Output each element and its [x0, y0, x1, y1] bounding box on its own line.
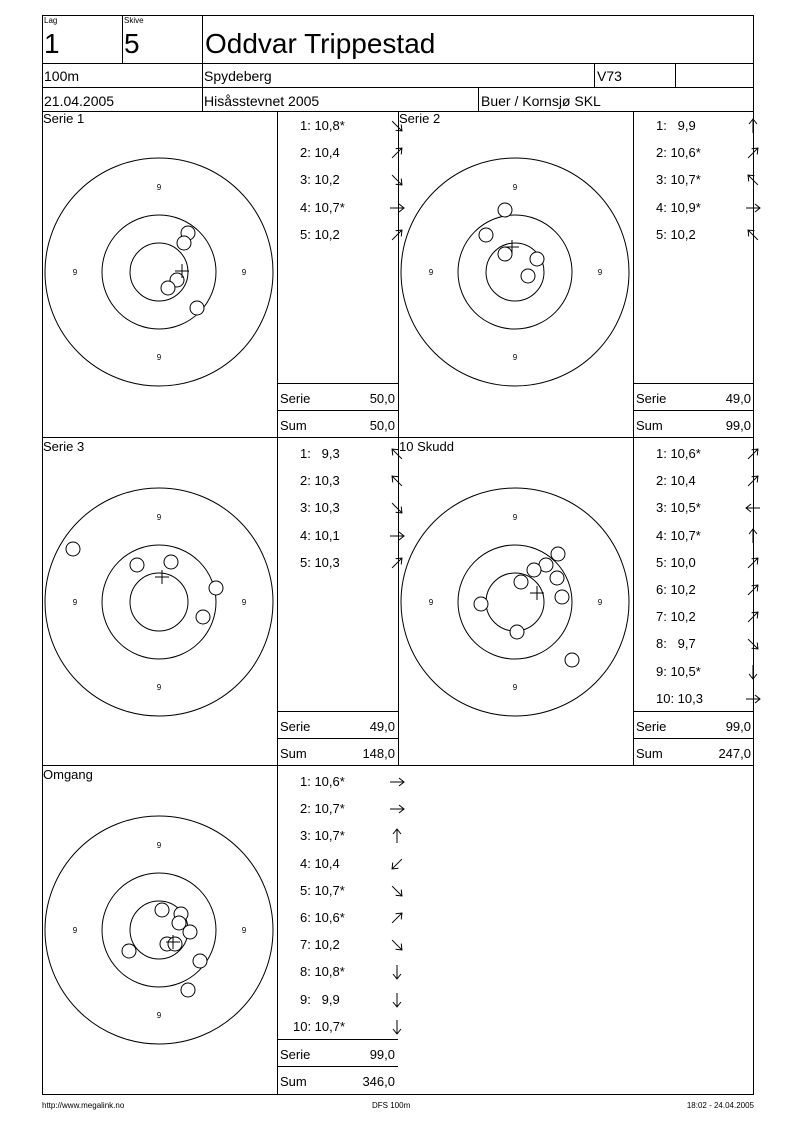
ring-label: 9 — [241, 268, 247, 277]
shot-score: 8: 10,8* — [300, 964, 345, 980]
direction-arrow-icon — [744, 608, 762, 626]
shot-hole — [177, 236, 191, 250]
sum-value: 148,0 — [362, 746, 395, 761]
shot-score: 4: 10,7* — [300, 199, 345, 215]
ring-label: 9 — [428, 268, 434, 277]
shot-score: 1: 10,8* — [300, 118, 345, 133]
shot-hole — [565, 653, 579, 667]
target-omgang — [44, 815, 274, 1045]
shot-score: 5: 10,2 — [300, 226, 340, 242]
target-rings — [401, 488, 629, 716]
shot-hole — [190, 301, 204, 315]
shot-hole — [550, 571, 564, 585]
direction-arrow-icon — [744, 445, 762, 463]
shot-score: 4: 10,7* — [656, 527, 701, 543]
shot-hole — [510, 625, 524, 639]
direction-arrow-icon — [744, 663, 762, 681]
direction-arrow-icon — [388, 909, 406, 927]
shot-hole — [514, 575, 528, 589]
shot-score: 1: 9,3 — [300, 446, 340, 461]
sum-label: Sum — [280, 746, 307, 761]
direction-arrow-icon — [744, 226, 762, 244]
target-10-skudd — [400, 487, 630, 717]
shot-score: 2: 10,6* — [656, 145, 701, 161]
serie-value: 50,0 — [369, 391, 395, 406]
sum-label: Sum — [636, 746, 663, 761]
target-rings — [45, 816, 273, 1044]
ring-label: 9 — [72, 926, 78, 935]
sum-value: 247,0 — [718, 746, 751, 761]
ring-label: 9 — [512, 683, 518, 692]
shot-score: 3: 10,2 — [300, 172, 340, 188]
shot-score: 1: 10,6* — [656, 446, 701, 461]
ring-label: 9 — [156, 513, 162, 522]
direction-arrow-icon — [388, 963, 406, 981]
direction-arrow-icon — [744, 472, 762, 490]
direction-arrow-icon — [744, 171, 762, 189]
shot-score: 4: 10,9* — [656, 199, 701, 215]
shot-score: 1: 10,6* — [300, 774, 345, 789]
ring-label: 9 — [512, 353, 518, 362]
shot-score: 3: 10,3 — [300, 500, 340, 516]
shooter-class: V73 — [597, 68, 622, 84]
shooter-name: Oddvar Trippestad — [205, 28, 436, 59]
group-center-cross — [155, 570, 169, 584]
shot-hole — [527, 563, 541, 577]
shot-hole — [555, 590, 569, 604]
ring-label: 9 — [72, 268, 78, 277]
direction-arrow-icon — [744, 117, 762, 135]
shot-hole — [181, 983, 195, 997]
target-serie-1 — [44, 157, 274, 387]
ring-label: 9 — [512, 513, 518, 522]
target-rings — [401, 158, 629, 386]
target-ring — [102, 873, 216, 987]
target-hits — [474, 547, 579, 667]
shot-hole — [193, 954, 207, 968]
ring-label: 9 — [241, 598, 247, 607]
shot-hole — [130, 558, 144, 572]
direction-arrow-icon — [388, 1018, 406, 1036]
skive-value: 5 — [124, 28, 140, 59]
shot-hole — [196, 610, 210, 624]
serie-value: 99,0 — [725, 719, 751, 734]
footer-timestamp: 18:02 - 24.04.2005 — [686, 1101, 754, 1110]
shot-score: 8: 9,7 — [656, 636, 696, 652]
shot-score: 5: 10,7* — [300, 882, 345, 898]
event-date: 21.04.2005 — [44, 93, 115, 109]
serie-value: 49,0 — [369, 719, 395, 734]
serie-label: Serie — [280, 1047, 311, 1062]
target-hits — [66, 542, 223, 624]
shot-hole — [122, 944, 136, 958]
shot-score: 1: 9,9 — [656, 118, 696, 133]
target-hits — [122, 903, 207, 997]
footer-range: DFS 100m — [372, 1101, 411, 1110]
shot-score: 6: 10,2 — [656, 582, 696, 597]
panel-title-10-skudd: 10 Skudd — [399, 439, 454, 454]
direction-arrow-icon — [744, 554, 762, 572]
shot-hole — [498, 203, 512, 217]
target-ring — [130, 573, 188, 631]
direction-arrow-icon — [744, 144, 762, 162]
sum-value: 99,0 — [725, 418, 751, 433]
direction-arrow-icon — [744, 581, 762, 599]
club-name: Buer / Kornsjø SKL — [481, 93, 601, 109]
ring-label: 9 — [156, 183, 162, 192]
distance: 100m — [44, 68, 80, 84]
shot-score: 2: 10,7* — [300, 801, 345, 817]
target-ring — [45, 816, 273, 1044]
target-rings — [45, 158, 273, 386]
target-ring — [102, 545, 216, 659]
target-serie-3 — [44, 487, 274, 717]
shot-hole — [66, 542, 80, 556]
shot-score: 7: 10,2 — [300, 937, 340, 953]
shot-score: 4: 10,1 — [300, 527, 340, 543]
event-name: Hisåsstevnet 2005 — [204, 93, 320, 109]
lag-label: Lag — [44, 16, 58, 25]
direction-arrow-icon — [744, 527, 762, 545]
shot-score: 9: 9,9 — [300, 991, 340, 1007]
shot-hole — [209, 581, 223, 595]
group-center-cross — [530, 586, 544, 600]
shot-score: 5: 10,3 — [300, 554, 340, 570]
sum-label: Sum — [636, 418, 663, 433]
direction-arrow-icon — [388, 800, 406, 818]
shot-score: 6: 10,6* — [300, 910, 345, 925]
target-ring — [401, 158, 629, 386]
lag-value: 1 — [44, 28, 60, 59]
target-serie-2 — [400, 157, 630, 387]
shot-hole — [164, 555, 178, 569]
shot-score: 3: 10,5* — [656, 500, 701, 516]
shot-hole — [521, 269, 535, 283]
shot-score: 2: 10,4 — [300, 145, 340, 161]
shot-hole — [161, 281, 175, 295]
shot-hole — [183, 925, 197, 939]
serie-label: Serie — [280, 719, 311, 734]
shot-hole — [498, 247, 512, 261]
shot-hole — [155, 903, 169, 917]
sum-label: Sum — [280, 1074, 307, 1089]
sum-label: Sum — [280, 418, 307, 433]
direction-arrow-icon — [744, 199, 762, 217]
skive-label: Skive — [124, 16, 144, 25]
shot-score: 3: 10,7* — [300, 828, 345, 844]
direction-arrow-icon — [388, 827, 406, 845]
panel-title-serie-1: Serie 1 — [43, 111, 85, 126]
panel-title-serie-3: Serie 3 — [43, 439, 85, 454]
ring-label: 9 — [156, 683, 162, 692]
target-ring — [45, 488, 273, 716]
shot-hole — [168, 937, 182, 951]
shot-hole — [530, 252, 544, 266]
ring-label: 9 — [156, 353, 162, 362]
shot-score: 10: 10,3 — [656, 690, 703, 706]
ring-label: 9 — [241, 926, 247, 935]
direction-arrow-icon — [388, 882, 406, 900]
target-ring — [458, 215, 572, 329]
shot-score: 7: 10,2 — [656, 609, 696, 625]
shot-score: 5: 10,2 — [656, 226, 696, 242]
shot-score: 2: 10,3 — [300, 473, 340, 489]
shot-score: 5: 10,0 — [656, 554, 696, 570]
panel-title-omgang: Omgang — [43, 767, 93, 782]
direction-arrow-icon — [388, 773, 406, 791]
ring-label: 9 — [597, 598, 603, 607]
serie-value: 99,0 — [369, 1047, 395, 1062]
shot-hole — [551, 547, 565, 561]
ring-label: 9 — [512, 183, 518, 192]
target-ring — [45, 158, 273, 386]
target-ring — [130, 243, 188, 301]
direction-arrow-icon — [744, 690, 762, 708]
sum-value: 346,0 — [362, 1074, 395, 1089]
ring-label: 9 — [72, 598, 78, 607]
panel-title-serie-2: Serie 2 — [399, 111, 441, 126]
direction-arrow-icon — [388, 936, 406, 954]
shot-hole — [474, 597, 488, 611]
shot-score: 3: 10,7* — [656, 172, 701, 188]
target-ring — [401, 488, 629, 716]
shot-score: 9: 10,5* — [656, 663, 701, 679]
target-rings — [45, 488, 273, 716]
direction-arrow-icon — [388, 991, 406, 1009]
shot-score: 4: 10,4 — [300, 855, 340, 871]
sum-value: 50,0 — [369, 418, 395, 433]
serie-label: Serie — [280, 391, 311, 406]
ring-label: 9 — [156, 841, 162, 850]
footer-url[interactable]: http://www.megalink.no — [42, 1101, 125, 1110]
shot-hole — [479, 228, 493, 242]
serie-value: 49,0 — [725, 391, 751, 406]
shot-score: 10: 10,7* — [293, 1018, 346, 1034]
ring-label: 9 — [597, 268, 603, 277]
serie-label: Serie — [636, 391, 667, 406]
serie-label: Serie — [636, 719, 667, 734]
ring-label: 9 — [156, 1011, 162, 1020]
location: Spydeberg — [204, 68, 272, 84]
direction-arrow-icon — [744, 499, 762, 517]
shot-score: 2: 10,4 — [656, 473, 696, 489]
direction-arrow-icon — [744, 635, 762, 653]
direction-arrow-icon — [388, 855, 406, 873]
ring-label: 9 — [428, 598, 434, 607]
